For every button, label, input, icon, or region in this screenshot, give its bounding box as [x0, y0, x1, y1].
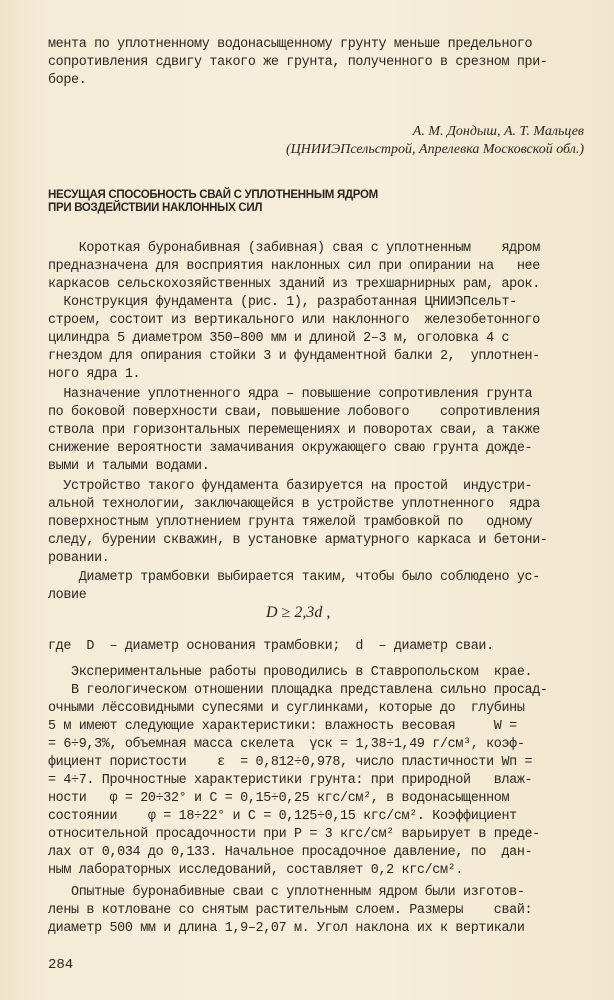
text-line: строем, состоит из вертикального или наклонного железобетонного — [48, 313, 540, 328]
text-line: ствола при горизонтальных перемещениях и поворотах сваи, а также — [48, 423, 540, 438]
text-line: Экспериментальные работы проводились в Ставропольском крае. — [48, 665, 533, 680]
text-line: = 6÷9,3%, объемная масса скелета γск = 1,38÷1,49 г/см³, коэф- — [48, 737, 525, 752]
text-line: фициент пористости ε = 0,812÷0,978, число пластичности Wп = — [48, 755, 533, 770]
article-title — [48, 189, 378, 215]
text-line: каркасов сельскохозяйственных зданий из трехшарнирных рам, арок. — [48, 277, 540, 292]
text-line: следу, бурении скважин, в установке арматурного каркаса и бетони- — [48, 533, 548, 548]
text-line: Диаметр трамбовки выбирается таким, чтобы было соблюдено ус- — [48, 570, 540, 585]
page-number: 284 — [48, 957, 74, 973]
text-line: Опытные буронабивные сваи с уплотненным ядром были изготов- — [48, 885, 525, 900]
text-line: = 4÷7. Прочностные характеристики грунта: при природной влаж- — [48, 773, 533, 788]
text-line: относительной просадочности при Р = 3 кгс/см² варьирует в преде- — [48, 827, 540, 842]
text-line: 5 м имеют следующие характеристики: влажность весовая W = — [48, 719, 517, 734]
text-line: В геологическом отношении площадка представлена сильно просад- — [48, 683, 548, 698]
text-line: цилиндра 5 диаметром 350–800 мм и длиной 2–3 м, оголовка 4 с — [48, 331, 510, 346]
text-line: Устройство такого фундамента базируется на простой индустри- — [48, 479, 533, 494]
text-line: сопротивления сдвигу такого же грунта, полученного в срезном при- — [48, 55, 548, 70]
text-line: поверхностным уплотнением грунта тяжелой трамбовкой по одному — [48, 515, 533, 530]
text-line: снижение вероятности замачивания окружающего сваю грунта дожде- — [48, 441, 533, 456]
text-line: гнездом для опирания стойки 3 и фундаментной балки 2, уплотнен- — [48, 349, 540, 364]
text-line: диаметр 500 мм и длина 1,9–2,07 м. Угол наклона их к вертикали — [48, 921, 525, 936]
text-line: лах от 0,034 до 0,133. Начальное просадочное давление, по дан- — [48, 845, 533, 860]
text-line: мента по уплотненному водонасыщенному грунту меньше предельного — [48, 37, 533, 52]
author-block — [286, 123, 584, 159]
text-line: лены в котловане со снятым растительным слоем. Размеры свай: — [48, 903, 533, 918]
text-line: ным лабораторных исследований, составляет 0,2 кгс/см². — [48, 863, 464, 878]
author-names: А. М. Дондыш, А. Т. Мальцев — [412, 124, 584, 139]
text-line: выми и талыми водами. — [48, 459, 210, 474]
text-line: очными лёссовидными супесями и суглинками, которые до глубины — [48, 701, 525, 716]
text-line: ного ядра 1. — [48, 367, 141, 382]
text-line: ловие — [48, 588, 87, 603]
title-line: ПРИ ВОЗДЕЙСТВИИ НАКЛОННЫХ СИЛ — [48, 202, 263, 214]
text-line: ровании. — [48, 551, 110, 566]
text-line: Назначение уплотненного ядра – повышение сопротивления грунта — [48, 387, 533, 402]
text-line: по боковой поверхности сваи, повышение лобового сопротивления — [48, 405, 540, 420]
formula: D ≥ 2,3d , — [266, 604, 331, 621]
text-line: где D – диаметр основания трамбовки; d – диаметр сваи. — [48, 639, 494, 654]
title-line: НЕСУЩАЯ СПОСОБНОСТЬ СВАЙ С УПЛОТНЕННЫМ ЯДРОМ — [48, 189, 378, 201]
text-line: Короткая буронабивная (забивная) свая с уплотненным ядром — [48, 241, 540, 256]
text-line: альной технологии, заключающейся в устройстве уплотненного ядра — [48, 497, 540, 512]
text-line: предназначена для восприятия наклонных сил при опирании на нее — [48, 259, 540, 274]
text-line: состоянии φ = 18÷22° и С = 0,125÷0,15 кгс/см². Коэффициент — [48, 809, 517, 824]
text-line: ности φ = 20÷32° и С = 0,15÷0,25 кгс/см², в водонасыщенном — [48, 791, 510, 806]
text-line: боре. — [48, 73, 87, 88]
author-affiliation: (ЦНИИЭПсельстрой, Апрелевка Московской обл.) — [285, 142, 584, 157]
text-line: Конструкция фундамента (рис. 1), разработанная ЦНИИЭПсельт- — [48, 295, 517, 310]
